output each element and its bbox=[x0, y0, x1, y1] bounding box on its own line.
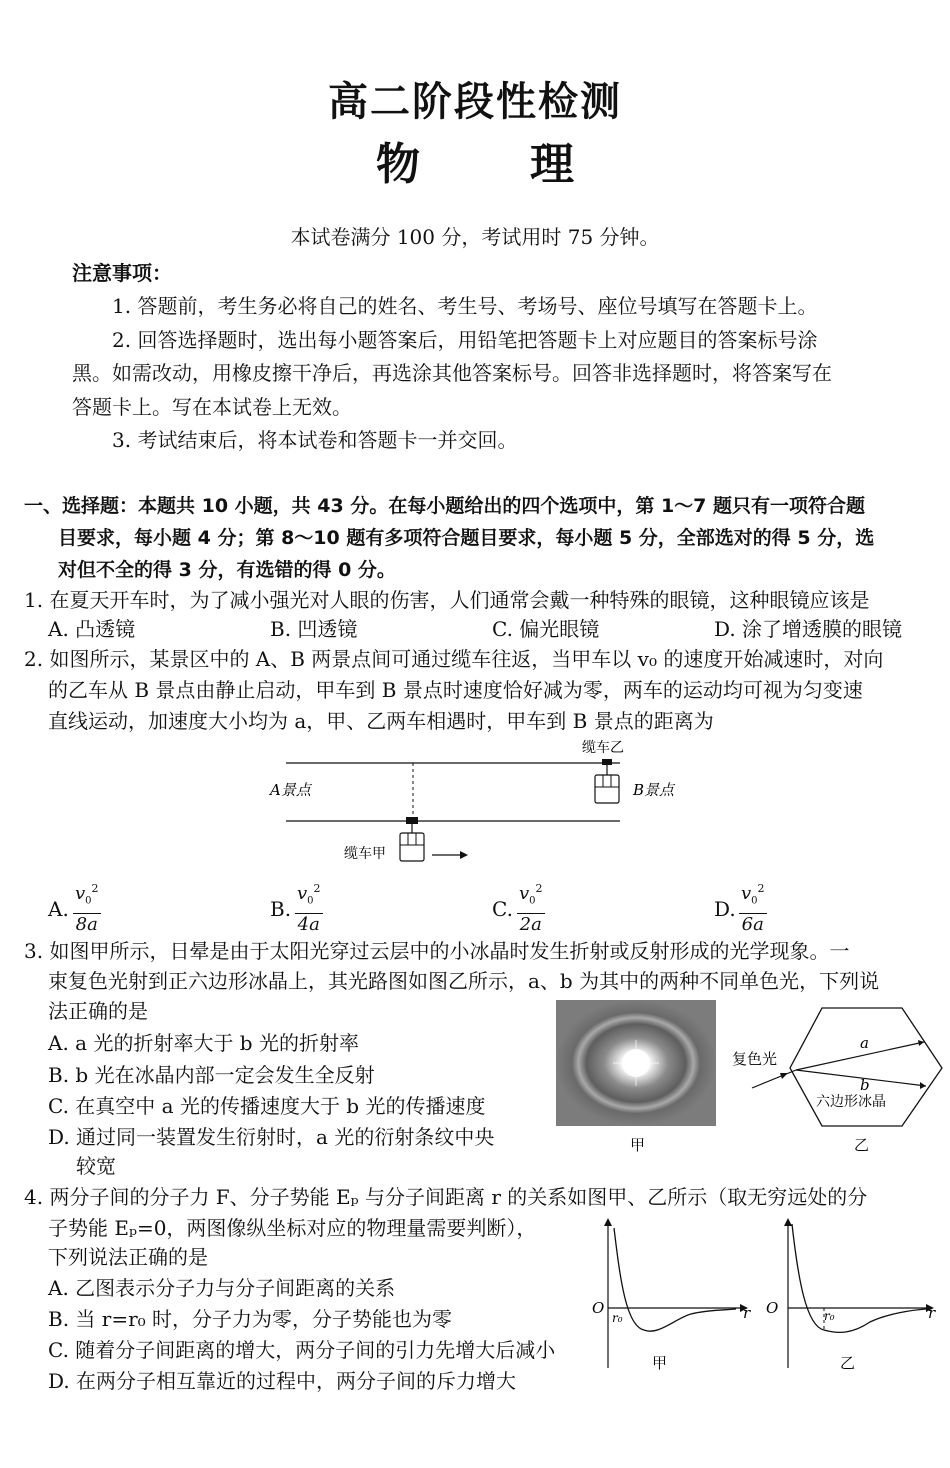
q2-stem-2: 的乙车从 B 景点由静止启动，甲车到 B 景点时速度恰好减为零，两车的运动均可视为匀变速 bbox=[48, 678, 863, 702]
q1-stem: 1. 在夏天开车时，为了减小强光对人眼的伤害，人们通常会戴一种特殊的眼镜，这种眼镜应该是 bbox=[24, 588, 870, 612]
subject-char-2: 理 bbox=[530, 139, 574, 190]
q2-stem-3: 直线运动，加速度大小均为 a，甲、乙两车相遇时，甲车到 B 景点的距离为 bbox=[48, 709, 714, 733]
label-car-b: 缆车乙 bbox=[582, 740, 624, 756]
notice-item-2: 2. 回答选择题时，选出每小题答案后，用铅笔把答题卡上对应题目的答案标号涂 bbox=[112, 328, 818, 352]
q3-option-d: D. 通过同一装置发生衍射时，a 光的衍射条纹中央 bbox=[48, 1125, 495, 1149]
q1-option-c: C. 偏光眼镜 bbox=[492, 617, 600, 641]
q1-option-b: B. 凹透镜 bbox=[270, 617, 358, 641]
q4-graph-right bbox=[762, 1218, 942, 1378]
q4-option-d: D. 在两分子相互靠近的过程中，两分子间的斥力增大 bbox=[48, 1369, 517, 1393]
q2-option-c-fraction: $\frac{v_0^2}{2a}$ bbox=[517, 878, 545, 936]
q3-option-c: C. 在真空中 a 光的传播速度大于 b 光的传播速度 bbox=[48, 1094, 486, 1118]
notice-heading: 注意事项： bbox=[72, 261, 172, 285]
q3-stem-3: 法正确的是 bbox=[48, 999, 148, 1023]
motion-arrow-icon bbox=[432, 851, 468, 859]
r0-right: r₀ bbox=[824, 1309, 835, 1323]
q3-hexagon-diagram bbox=[724, 1000, 944, 1156]
q2-option-b-fraction: $\frac{v_0^2}{4a}$ bbox=[295, 878, 323, 936]
label-crystal: 六边形冰晶 bbox=[816, 1094, 886, 1110]
q1-option-a: A. 凸透镜 bbox=[48, 617, 136, 641]
q3-stem-1: 3. 如图甲所示，日晕是由于太阳光穿过云层中的小冰晶时发生折射或反射形成的光学现象。一 bbox=[24, 939, 850, 963]
q2-option-a-letter: A. bbox=[48, 897, 69, 921]
notice-item-2-cont2: 答题卡上。写在本试卷上无效。 bbox=[72, 395, 352, 419]
r-axis-left: r bbox=[743, 1304, 751, 1322]
q4-option-a: A. 乙图表示分子力与分子间距离的关系 bbox=[48, 1276, 396, 1300]
section1-line-2: 目要求，每小题 4 分；第 8～10 题有多项符合题目要求，每小题 5 分，全部选对的得 5 分，选 bbox=[58, 527, 875, 549]
label-composite-light: 复色光 bbox=[732, 1050, 778, 1068]
label-a: A景点 bbox=[270, 781, 311, 799]
exam-title: 高二阶段性检测 bbox=[328, 79, 622, 125]
origin-left: O bbox=[592, 1299, 605, 1317]
q3-option-b: B. b 光在冰晶内部一定会发生全反射 bbox=[48, 1063, 375, 1087]
notice-item-3: 3. 考试结束后，将本试卷和答题卡一并交回。 bbox=[112, 428, 518, 452]
q4-stem-3: 下列说法正确的是 bbox=[48, 1245, 208, 1269]
q3-caption-right: 乙 bbox=[854, 1136, 870, 1154]
label-b: b bbox=[860, 1076, 870, 1094]
r0-left: r₀ bbox=[612, 1311, 623, 1325]
q2-option-b-letter: B. bbox=[270, 897, 292, 921]
q4-stem-1: 4. 两分子间的分子力 F、分子势能 Eₚ 与分子间距离 r 的关系如图甲、乙所示（取无穷远处的分 bbox=[24, 1185, 868, 1209]
label-a: a bbox=[860, 1034, 869, 1052]
q3-halo-photo bbox=[556, 1000, 716, 1156]
q3-option-d-cont: 较宽 bbox=[76, 1154, 116, 1178]
subject-char-1: 物 bbox=[376, 139, 420, 190]
origin-right: O bbox=[766, 1299, 779, 1317]
r-axis-right: r bbox=[928, 1304, 936, 1322]
notice-item-1: 1. 答题前，考生务必将自己的姓名、考生号、考场号、座位号填写在答题卡上。 bbox=[112, 294, 818, 318]
q4-stem-2: 子势能 Eₚ=0，两图像纵坐标对应的物理量需要判断）， bbox=[48, 1216, 537, 1240]
cable-car-a-icon bbox=[400, 817, 424, 861]
label-car-a: 缆车甲 bbox=[344, 846, 386, 862]
q2-option-a-fraction: $\frac{v_0^2}{8a}$ bbox=[73, 878, 101, 936]
section1-line-3: 对但不全的得 3 分，有选错的得 0 分。 bbox=[58, 559, 396, 581]
section1-line-1: 一、选择题：本题共 10 小题，共 43 分。在每小题给出的四个选项中，第 1～7 题只有一项符合题 bbox=[24, 495, 866, 517]
q2-stem-1: 2. 如图所示，某景区中的 A、B 两景点间可通过缆车往返，当甲车以 v₀ 的速度开始减速时，对向 bbox=[24, 647, 884, 671]
q4-caption-left: 甲 bbox=[652, 1354, 668, 1372]
curve-left bbox=[614, 1228, 736, 1331]
q2-option-c-letter: C. bbox=[492, 897, 513, 921]
q4-caption-right: 乙 bbox=[840, 1354, 856, 1372]
q3-caption-left: 甲 bbox=[630, 1136, 646, 1154]
notice-item-2-cont: 黑。如需改动，用橡皮擦干净后，再选涂其他答案标号。回答非选择题时，将答案写在 bbox=[72, 361, 832, 385]
exam-info: 本试卷满分 100 分，考试用时 75 分钟。 bbox=[290, 225, 660, 249]
q2-cable-car-figure bbox=[260, 735, 680, 875]
q3-stem-2: 束复色光射到正六边形冰晶上，其光路图如图乙所示，a、b 为其中的两种不同单色光，下列说 bbox=[48, 969, 880, 993]
q4-option-b: B. 当 r=r₀ 时，分子力为零，分子势能也为零 bbox=[48, 1307, 453, 1331]
q3-option-a: A. a 光的折射率大于 b 光的折射率 bbox=[48, 1031, 359, 1055]
q1-option-d: D. 涂了增透膜的眼镜 bbox=[714, 617, 903, 641]
label-b: B景点 bbox=[633, 781, 675, 799]
subject-title bbox=[0, 128, 950, 192]
incident-ray bbox=[752, 1070, 796, 1088]
q4-option-c: C. 随着分子间距离的增大，两分子间的引力先增大后减小 bbox=[48, 1338, 556, 1362]
q2-option-d-letter: D. bbox=[714, 897, 736, 921]
q2-option-d-fraction: $\frac{v_0^2}{6a}$ bbox=[739, 878, 767, 936]
curve-right bbox=[792, 1224, 926, 1332]
q4-graph-left bbox=[586, 1218, 766, 1378]
cable-car-b-icon bbox=[595, 759, 619, 803]
